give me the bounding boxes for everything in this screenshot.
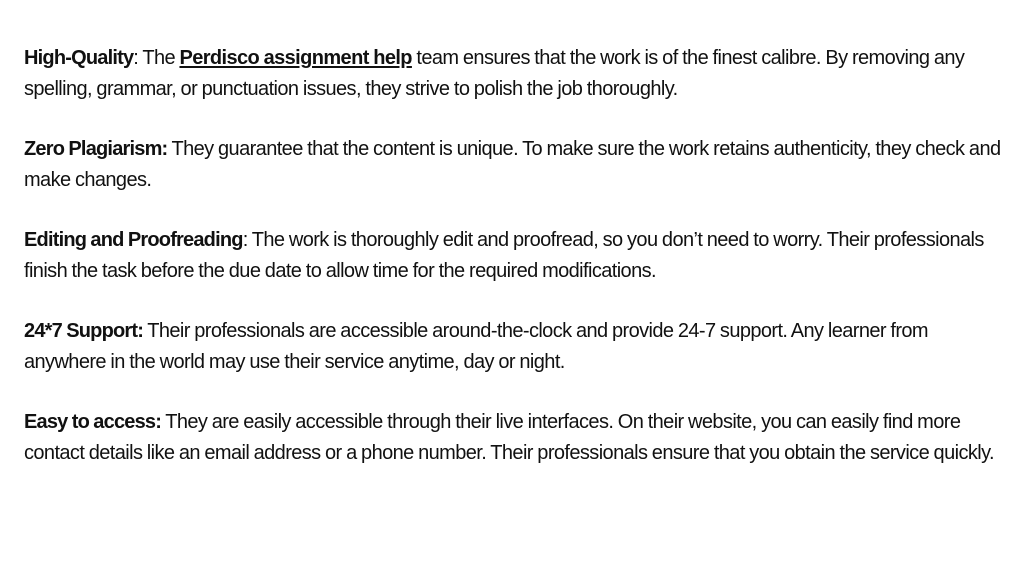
paragraph-support — [24, 316, 1010, 377]
perdisco-assignment-help-link[interactable]: Perdisco assignment help — [179, 47, 412, 69]
paragraph-text: team ensures that the work is of the finest calibre. By removing any spelling, grammar, or punctuation issues, they strive to polish the job thoroughly. — [24, 47, 965, 100]
term-zero-plagiarism: Zero Plagiarism: — [24, 138, 168, 160]
paragraph-separator: : The — [133, 47, 180, 69]
paragraph-text: Their professionals are accessible around-the-clock and provide 24-7 support. Any learner from anywhere in the world may use their service anytime, day or night. — [24, 320, 928, 373]
term-support: 24*7 Support: — [24, 320, 144, 342]
paragraph-zero-plagiarism — [24, 134, 1010, 195]
paragraph-text: : The work is thoroughly edit and proofread, so you don’t need to worry. Their professionals finish the task before the due date to allow time for the required modifications. — [24, 229, 984, 282]
paragraph-text: They are easily accessible through their live interfaces. On their website, you can easily find more contact details like an email address or a phone number. Their professionals ensure that you obtain the service quickly. — [24, 411, 994, 464]
paragraph-text: They guarantee that the content is unique. To make sure the work retains authenticity, they check and make changes. — [24, 138, 1001, 191]
paragraph-easy-access — [24, 407, 1010, 468]
term-high-quality: High-Quality — [24, 47, 134, 69]
term-easy-access: Easy to access: — [24, 411, 162, 433]
paragraph-high-quality — [24, 43, 1010, 104]
term-editing-proofreading: Editing and Proofreading — [24, 229, 243, 251]
paragraph-editing-proofreading — [24, 225, 1010, 286]
